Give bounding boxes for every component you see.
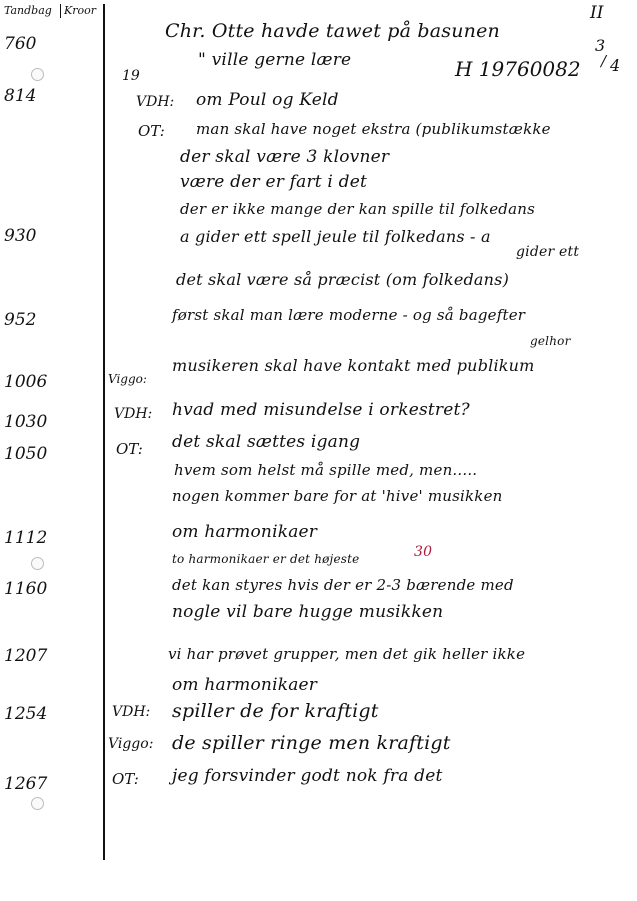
speaker-label: Viggo: — [108, 372, 147, 386]
note-line: vi har prøvet grupper, men det gik heller ikke — [168, 645, 526, 663]
note-line: de spiller ringe men kraftigt — [172, 732, 451, 754]
note-line: gider ett — [516, 244, 580, 260]
column-label-second: Kroor — [64, 4, 96, 17]
note-line: spiller de for kraftigt — [172, 700, 379, 722]
counter: 814 — [4, 86, 37, 106]
note-line: være der er fart i det — [180, 172, 368, 192]
speaker-label: OT: — [112, 770, 139, 788]
red-mark: 30 — [414, 544, 433, 560]
binder-hole — [31, 797, 44, 810]
counter: 1160 — [4, 579, 48, 599]
fraction-slash: / — [601, 52, 607, 70]
counter: 1112 — [4, 528, 48, 548]
note-line: " ville gerne lære — [198, 50, 352, 70]
speaker-label: VDH: — [114, 406, 153, 422]
note-line: hvem som helst må spille med, men..... — [174, 461, 478, 479]
counter: 952 — [4, 310, 37, 330]
counter: 760 — [4, 34, 37, 54]
counter: 930 — [4, 226, 37, 246]
binder-hole — [31, 68, 44, 81]
speaker-label: VDH: — [112, 704, 151, 720]
binder-hole — [31, 557, 44, 570]
header-divider — [60, 4, 61, 18]
note-line: nogen kommer bare for at 'hive' musikken — [172, 487, 503, 505]
column-label-counter: Tandbag — [4, 4, 52, 17]
note-line: om harmonikaer — [172, 675, 318, 695]
note-line: hvad med misundelse i orkestret? — [172, 400, 470, 420]
note-line: først skal man lære moderne - og så bagefter — [172, 306, 526, 324]
page-number: II — [590, 3, 604, 23]
counter: 1050 — [4, 444, 48, 464]
note-line: det skal være så præcist (om folkedans) — [176, 270, 510, 289]
counter: 1030 — [4, 412, 48, 432]
note-line: det kan styres hvis der er 2-3 bærende med — [172, 576, 514, 594]
note-line: Chr. Otte havde tawet på basunen — [165, 20, 500, 42]
speaker-label: VDH: — [136, 94, 175, 110]
note-line: nogle vil bare hugge musikken — [172, 602, 444, 622]
counter: 1207 — [4, 646, 48, 666]
fraction-top: 3 — [595, 36, 606, 55]
note-line: der skal være 3 klovner — [180, 147, 390, 167]
margin-rule — [103, 4, 105, 860]
red-mark: 19 — [122, 68, 140, 84]
note-line: om harmonikaer — [172, 522, 318, 542]
archive-number: H 19760082 — [455, 57, 581, 81]
counter: 1267 — [4, 774, 48, 794]
note-line: om Poul og Keld — [196, 90, 339, 110]
note-line: jeg forsvinder godt nok fra det — [172, 766, 443, 786]
note-line: musikeren skal have kontakt med publikum — [172, 356, 535, 375]
note-line: to harmonikaer er det højeste — [172, 552, 360, 566]
note-line: a gider ett spell jeule til folkedans - a — [180, 227, 491, 246]
note-line: der er ikke mange der kan spille til folkedans — [180, 200, 535, 218]
note-line: man skal have noget ekstra (publikumstække — [196, 120, 551, 138]
speaker-label: OT: — [138, 122, 165, 140]
note-line: det skal sættes igang — [172, 432, 361, 452]
counter: 1006 — [4, 372, 48, 392]
speaker-label: Viggo: — [108, 736, 154, 752]
speaker-label: OT: — [116, 440, 143, 458]
fraction-bottom: 4 — [610, 56, 621, 75]
counter: 1254 — [4, 704, 48, 724]
note-line: gelhor — [530, 334, 571, 348]
